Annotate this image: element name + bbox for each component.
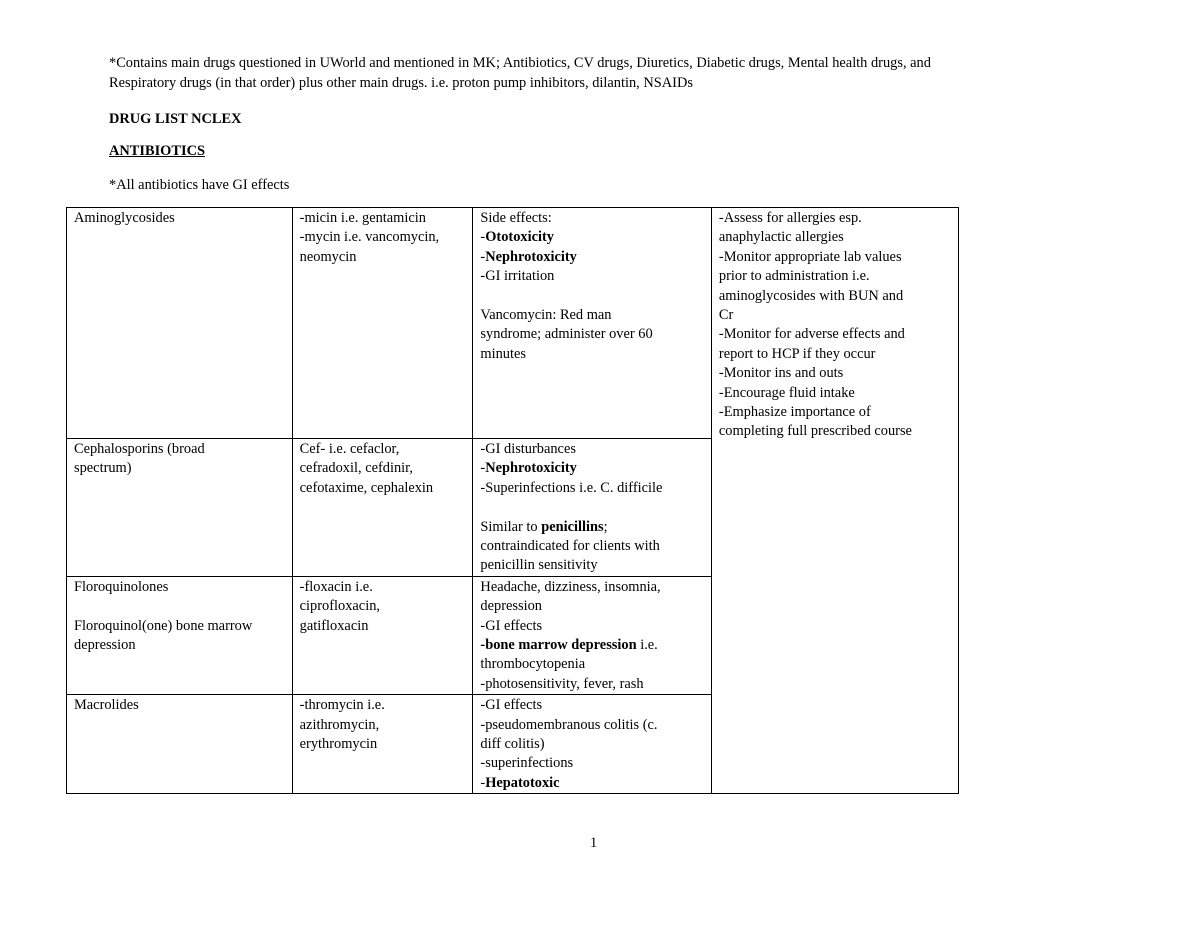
side-effect-line: contraindicated for clients with (480, 538, 660, 555)
side-effect-line (480, 774, 704, 793)
dash: - (480, 460, 486, 477)
nursing-line: report to HCP if they occur (718, 345, 876, 362)
side-effect-line: penicillin sensitivity (480, 557, 598, 574)
drug-names-cell (292, 208, 473, 439)
side-effect-bold: Nephrotoxicity (485, 460, 577, 477)
side-effect-line: -pseudomembranous colitis (c. (480, 716, 658, 733)
side-effects-heading: Side effects: (480, 210, 552, 226)
document-title: DRUG LIST NCLEX (109, 111, 242, 127)
drug-name-line: -floxacin i.e. (299, 578, 373, 595)
drug-name-line: ciprofloxacin, (299, 598, 380, 615)
side-effect-line: -Superinfections i.e. C. difficile (480, 479, 663, 496)
table-row (67, 208, 959, 439)
side-effect-line: diff colitis) (480, 736, 545, 753)
side-effect-bold: Nephrotoxicity (485, 248, 577, 265)
drug-class: Cephalosporins (broad (74, 441, 205, 457)
dash: - (480, 229, 486, 246)
side-effect-line: -GI effects (480, 697, 543, 714)
drug-class-cell (67, 576, 293, 694)
nursing-line: -Emphasize importance of (718, 404, 871, 421)
drug-table (66, 207, 959, 794)
side-effect-line (480, 248, 704, 267)
side-effect-line: -photosensitivity, fever, rash (480, 675, 644, 692)
section-note: *All antibiotics have GI effects (109, 177, 290, 193)
nursing-line: -Encourage fluid intake (718, 384, 855, 401)
drug-class: spectrum) (74, 460, 132, 477)
side-effects-cell (473, 439, 712, 577)
drug-class: Aminoglycosides (74, 210, 175, 226)
text: Similar to (480, 518, 542, 535)
drug-name-line: erythromycin (299, 736, 378, 753)
intro-line: Respiratory drugs (in that order) plus other main drugs. i.e. proton pump inhibitors, dilantin, NSAIDs (109, 74, 693, 91)
intro-paragraph (109, 54, 1109, 93)
side-effect-line: -GI irritation (480, 268, 555, 285)
blank-line (480, 287, 704, 306)
drug-names-cell (292, 576, 473, 694)
section-title: ANTIBIOTICS (109, 143, 205, 159)
side-effect-line (480, 459, 704, 478)
side-effect-line: -superinfections (480, 755, 574, 772)
nursing-line: anaphylactic allergies (718, 229, 844, 246)
drug-class: Macrolides (74, 697, 139, 714)
drug-name-line: neomycin (299, 248, 357, 265)
drug-name-line: Cef- i.e. cefaclor, (299, 441, 400, 457)
drug-names-cell (292, 439, 473, 577)
side-effect-line: -GI disturbances (480, 441, 576, 457)
side-effect-bold: Ototoxicity (485, 229, 554, 246)
drug-name-line: cefotaxime, cephalexin (299, 479, 434, 496)
side-effect-line (480, 518, 704, 537)
blank-line (480, 498, 704, 517)
drug-class: Floroquinolones (74, 578, 169, 595)
nursing-line: Cr (718, 307, 734, 324)
drug-name-line: azithromycin, (299, 716, 380, 733)
nursing-actions-cell (711, 208, 958, 794)
mnemonic-line: depression (74, 637, 136, 654)
side-effect-line: minutes (480, 345, 526, 362)
side-effects-cell (473, 695, 712, 794)
side-effect-line: thrombocytopenia (480, 656, 586, 673)
side-effects-cell (473, 576, 712, 694)
side-effect-line: depression (480, 598, 542, 615)
drug-class-cell (67, 695, 293, 794)
nursing-line: -Monitor for adverse effects and (718, 326, 905, 343)
drug-name-line: cefradoxil, cefdinir, (299, 460, 413, 477)
nursing-line: -Assess for allergies esp. (718, 210, 862, 226)
nursing-line: aminoglycosides with BUN and (718, 287, 904, 304)
nursing-line: -Monitor appropriate lab values (718, 248, 902, 265)
side-effect-line: -GI effects (480, 617, 543, 634)
side-effect-line: Headache, dizziness, insomnia, (480, 578, 661, 595)
mnemonic-line: Floroquinol(one) bone marrow (74, 617, 253, 634)
drug-class-cell (67, 208, 293, 439)
blank-line (74, 597, 285, 616)
drug-name-line: gatifloxacin (299, 617, 369, 634)
drug-names-cell (292, 695, 473, 794)
side-effect-line: Vancomycin: Red man (480, 307, 612, 324)
text: ; (603, 518, 608, 535)
side-effect-line (480, 636, 704, 655)
side-effect-bold: Hepatotoxic (485, 774, 560, 791)
nursing-line: prior to administration i.e. (718, 268, 870, 285)
drug-name-line: -micin i.e. gentamicin (299, 210, 426, 226)
page-number: 1 (590, 835, 598, 851)
nursing-line: -Monitor ins and outs (718, 365, 844, 382)
side-effects-cell (473, 208, 712, 439)
dash: - (480, 248, 486, 265)
dash: - (480, 774, 486, 791)
drug-name-line: -thromycin i.e. (299, 697, 385, 714)
intro-line: *Contains main drugs questioned in UWorld and mentioned in MK; Antibiotics, CV drugs, Diuretics, Diabetic drugs, Mental health drugs, and (109, 55, 931, 71)
side-effect-line (480, 228, 704, 247)
text: i.e. (636, 637, 658, 654)
nursing-line: completing full prescribed course (718, 423, 912, 440)
drug-name-line: -mycin i.e. vancomycin, (299, 229, 440, 246)
side-effect-line: syndrome; administer over 60 (480, 326, 653, 343)
side-effect-bold: -bone marrow depression (480, 637, 637, 654)
side-effect-bold: penicillins (541, 518, 604, 535)
drug-class-cell (67, 439, 293, 577)
